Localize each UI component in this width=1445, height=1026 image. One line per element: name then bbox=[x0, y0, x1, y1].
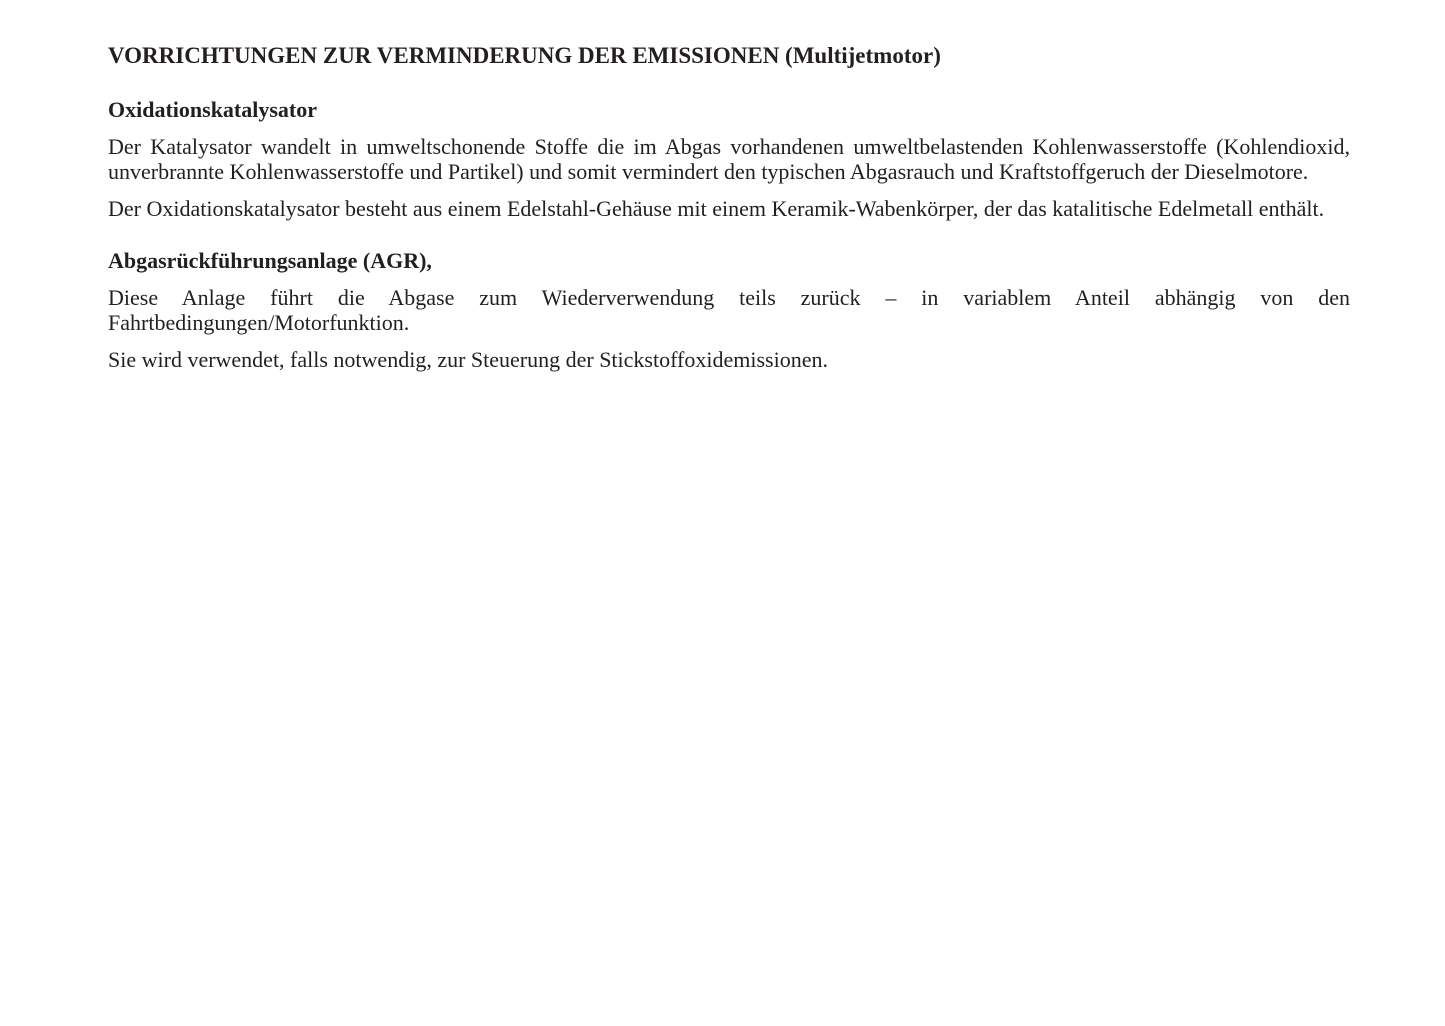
section-oxidationskatalysator bbox=[108, 96, 1350, 221]
paragraph: Diese Anlage führt die Abgase zum Wiederverwendung teils zurück – in variablem Anteil abhängig von den Fahrtbedingungen/Motorfunktion. bbox=[108, 285, 1350, 335]
section-heading: Abgasrückführungsanlage (AGR), bbox=[108, 248, 432, 273]
page-title: VORRICHTUNGEN ZUR VERMINDERUNG DER EMISSIONEN (Multijetmotor) bbox=[108, 43, 941, 68]
document-page bbox=[108, 40, 1350, 372]
paragraph: Der Katalysator wandelt in umweltschonende Stoffe die im Abgas vorhandenen umweltbelastenden Kohlenwasserstoffe (Kohlendioxid, unverbrannte Kohlenwasserstoffe und Partikel) und somit vermindert den typischen Abgasrauch und Kraftstoffgeruch der Dieselmotore. bbox=[108, 134, 1350, 184]
section-abgasrueckfuehrungsanlage bbox=[108, 247, 1350, 372]
section-heading: Oxidationskatalysator bbox=[108, 97, 318, 122]
paragraph: Sie wird verwendet, falls notwendig, zur Steuerung der Stickstoffoxidemissionen. bbox=[108, 347, 828, 372]
paragraph: Der Oxidationskatalysator besteht aus einem Edelstahl-Gehäuse mit einem Keramik-Wabenkörper, der das katalitische Edelmetall enthält. bbox=[108, 196, 1325, 221]
